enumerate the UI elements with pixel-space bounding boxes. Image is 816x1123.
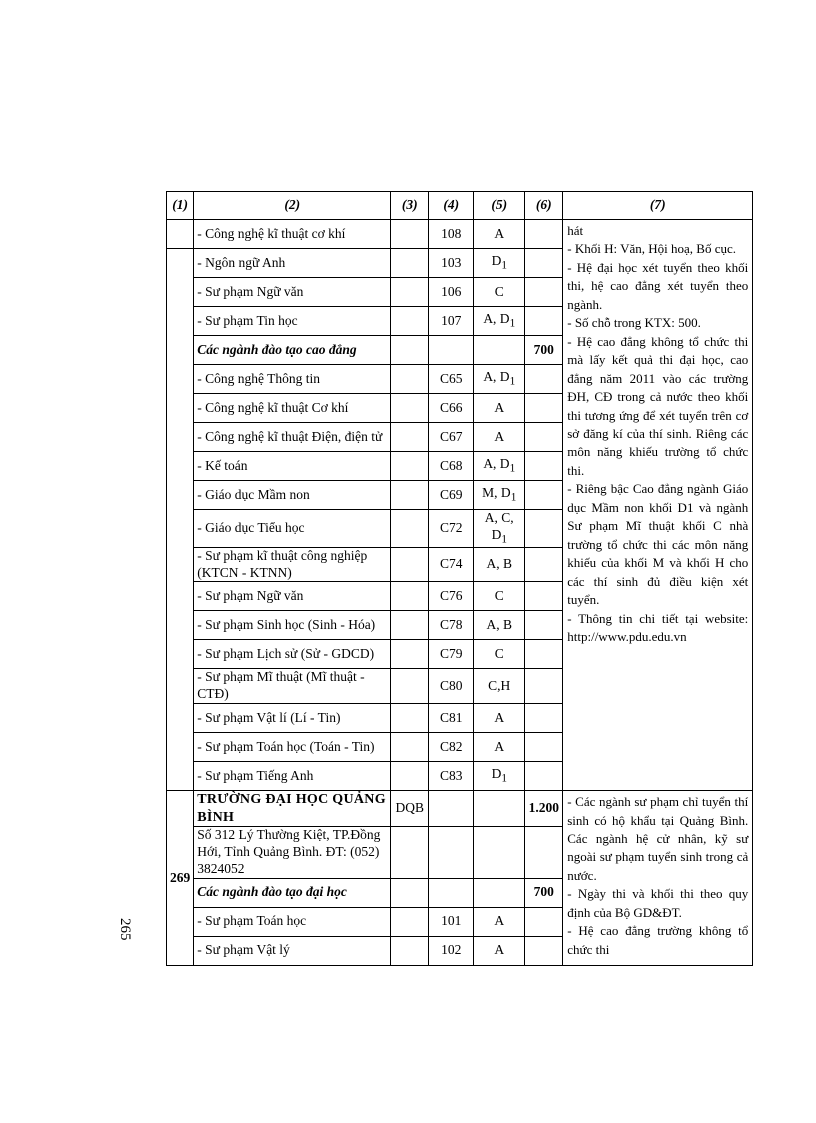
notes-cell (563, 791, 753, 966)
program-code: C65 (429, 365, 474, 394)
quota-cell (525, 582, 563, 611)
exam-block: A (474, 907, 525, 936)
school-code-cell (391, 936, 429, 965)
program-code: C66 (429, 394, 474, 423)
header-cell-4: (4) (429, 192, 474, 220)
quota-cell (525, 704, 563, 733)
empty-cell (474, 827, 525, 879)
note-paragraph: - Hệ cao đẳng không tổ chức thi mà lấy kết quả thi đại học, cao đẳng năm 2011 vào các trường ĐH, CĐ trong cả nước theo khối thi tương ứng để xét tuyển trên cơ sở đăng kí của thí sinh. Riêng các môn năng khiếu trường tổ chức thi. (567, 333, 749, 478)
quota-cell (525, 936, 563, 965)
school-code-cell (391, 423, 429, 452)
empty-cell (391, 827, 429, 879)
school-code-cell (391, 611, 429, 640)
program-code (429, 791, 474, 827)
school-code-cell (391, 704, 429, 733)
table-row (167, 220, 753, 249)
school-code-cell (391, 481, 429, 510)
empty-cell (525, 827, 563, 879)
col1-cell (167, 220, 194, 249)
quota-cell (525, 733, 563, 762)
exam-block: D (491, 766, 502, 782)
empty-cell (474, 878, 525, 907)
exam-block-cell (474, 278, 525, 307)
program-name: - Sư phạm Toán học (194, 907, 391, 936)
quota-cell (525, 452, 563, 481)
header-cell-6: (6) (525, 192, 563, 220)
program-name: - Ngôn ngữ Anh (194, 249, 391, 278)
exam-block-cell (474, 669, 525, 704)
program-code: 102 (429, 936, 474, 965)
program-name: - Sư phạm Tiếng Anh (194, 762, 391, 791)
school-code-cell (391, 249, 429, 278)
exam-block: A (494, 709, 505, 725)
school-code-cell (391, 452, 429, 481)
exam-block: A, D (483, 369, 510, 385)
program-code: 101 (429, 907, 474, 936)
school-quota: 1.200 (525, 791, 563, 827)
section-heading: Các ngành đào tạo cao đẳng (194, 336, 391, 365)
school-code-cell (391, 278, 429, 307)
exam-block: A, C, D (484, 510, 514, 542)
exam-block: A (494, 399, 505, 415)
exam-block-cell (474, 704, 525, 733)
exam-block: C,H (488, 677, 511, 693)
header-row (167, 192, 753, 220)
program-code: C72 (429, 510, 474, 548)
program-code: C83 (429, 762, 474, 791)
exam-block-cell (474, 611, 525, 640)
quota-cell (525, 365, 563, 394)
program-name: - Giáo dục Mầm non (194, 481, 391, 510)
section-heading: Các ngành đào tạo đại học (194, 878, 391, 907)
program-name: - Công nghệ kĩ thuật Cơ khí (194, 394, 391, 423)
exam-block-subscript: 1 (509, 462, 516, 475)
notes-cell (563, 220, 753, 791)
program-name: - Giáo dục Tiểu học (194, 510, 391, 548)
exam-block: A (494, 428, 505, 444)
school-code-cell (391, 365, 429, 394)
exam-block: A, B (486, 616, 512, 632)
school-code-cell (391, 669, 429, 704)
section-quota: 700 (525, 878, 563, 907)
exam-block: C (494, 645, 504, 661)
program-name: - Sư phạm Ngữ văn (194, 278, 391, 307)
note-paragraph: - Ngày thi và khối thi theo quy định của Bộ GD&ĐT. (567, 886, 749, 920)
program-code: C78 (429, 611, 474, 640)
program-code: C79 (429, 640, 474, 669)
school-code-cell (391, 510, 429, 548)
school-row (167, 791, 753, 827)
program-name: - Sư phạm Tin học (194, 307, 391, 336)
program-code: 106 (429, 278, 474, 307)
exam-block-subscript: 1 (509, 317, 516, 330)
school-code-cell (391, 307, 429, 336)
program-code: C67 (429, 423, 474, 452)
quota-cell (525, 394, 563, 423)
school-address: Số 312 Lý Thường Kiệt, TP.Đồng Hới, Tỉnh Quảng Bình. ĐT: (052) 3824052 (194, 827, 391, 879)
quota-cell (525, 307, 563, 336)
exam-block-cell (474, 481, 525, 510)
quota-cell (525, 611, 563, 640)
exam-block: A (494, 738, 505, 754)
program-code: C69 (429, 481, 474, 510)
note-paragraph: hát (567, 223, 584, 238)
program-name: - Sư phạm Sinh học (Sinh - Hóa) (194, 611, 391, 640)
school-code-cell (391, 640, 429, 669)
program-code: C80 (429, 669, 474, 704)
exam-block: A (474, 936, 525, 965)
exam-block-cell (474, 365, 525, 394)
quota-cell: 700 (525, 336, 563, 365)
exam-block: C (494, 587, 504, 603)
program-code: C74 (429, 547, 474, 582)
header-cell-5: (5) (474, 192, 525, 220)
program-code: C81 (429, 704, 474, 733)
school-code-cell (391, 733, 429, 762)
exam-block: A (494, 225, 505, 241)
program-name: - Sư phạm Vật lý (194, 936, 391, 965)
quota-cell (525, 762, 563, 791)
program-name: - Sư phạm Mĩ thuật (Mĩ thuật - CTĐ) (194, 669, 391, 704)
quota-cell (525, 669, 563, 704)
school-code-cell (391, 394, 429, 423)
exam-block-subscript: 1 (501, 772, 507, 785)
program-name: - Công nghệ Thông tin (194, 365, 391, 394)
program-code: C68 (429, 452, 474, 481)
quota-cell (525, 907, 563, 936)
note-paragraph: - Khối H: Văn, Hội hoạ, Bố cục. (567, 241, 736, 257)
quota-cell (525, 510, 563, 548)
exam-block-cell (474, 423, 525, 452)
program-code (429, 336, 474, 365)
admissions-table (166, 191, 753, 966)
exam-block-subscript: 1 (509, 375, 516, 388)
col1-cell (167, 249, 194, 791)
exam-block: M, D (482, 485, 511, 501)
note-paragraph: - Hệ cao đẳng trường không tổ chức thi (567, 923, 749, 957)
school-code-cell (391, 336, 429, 365)
note-paragraph: - Các ngành sư phạm chỉ tuyển thí sinh có hộ khẩu tại Quảng Bình. Các ngành hệ cử nhân, kỹ sư ngoài sư phạm tuyển sinh trong cả nước. (567, 794, 749, 883)
exam-block-cell (474, 394, 525, 423)
note-paragraph: - Hệ đại học xét tuyển theo khối thi, hệ cao đẳng xét tuyển theo ngành. (567, 259, 749, 312)
program-code: 107 (429, 307, 474, 336)
exam-block-subscript: 1 (501, 533, 507, 546)
note-paragraph: - Số chỗ trong KTX: 500. (567, 315, 701, 331)
note-paragraph: - Thông tin chi tiết tại website: http://www.pdu.edu.vn (567, 610, 749, 644)
exam-block: A, D (483, 311, 510, 327)
school-name: TRƯỜNG ĐẠI HỌC QUẢNG BÌNH (194, 791, 391, 827)
empty-cell (429, 827, 474, 879)
exam-block: D (491, 253, 502, 269)
program-code: 103 (429, 249, 474, 278)
header-cell-1: (1) (167, 192, 194, 220)
school-code-cell (391, 582, 429, 611)
exam-block-cell (474, 220, 525, 249)
note-paragraph: - Riêng bậc Cao đẳng ngành Giáo dục Mầm non khối D1 và ngành Sư phạm Mĩ thuật khối C nhà trường tổ chức thi các môn năng khiếu của khối M và khối H cho các thí sinh đủ điều kiện xét tuyển. (567, 481, 749, 608)
program-name: - Công nghệ kĩ thuật Điện, điện tử (194, 423, 391, 452)
school-code-cell (391, 762, 429, 791)
exam-block-cell (474, 510, 525, 548)
empty-cell (429, 878, 474, 907)
program-name: - Sư phạm Ngữ văn (194, 582, 391, 611)
header-cell-2: (2) (194, 192, 391, 220)
exam-block: A, D (483, 456, 510, 472)
school-code-cell (391, 907, 429, 936)
exam-block: A, B (486, 556, 512, 572)
quota-cell (525, 547, 563, 582)
header-cell-7: (7) (563, 192, 753, 220)
quota-cell (525, 481, 563, 510)
exam-block-cell (474, 336, 525, 365)
exam-block-cell (474, 762, 525, 791)
exam-block-cell (474, 307, 525, 336)
exam-block-cell (474, 582, 525, 611)
page-number: 265 (117, 918, 133, 941)
quota-cell (525, 640, 563, 669)
school-code: DQB (391, 791, 429, 827)
program-code: C76 (429, 582, 474, 611)
empty-cell (391, 878, 429, 907)
quota-cell (525, 249, 563, 278)
school-code-cell (391, 547, 429, 582)
program-name: - Sư phạm Vật lí (Lí - Tin) (194, 704, 391, 733)
quota-cell (525, 423, 563, 452)
exam-block-cell (474, 547, 525, 582)
header-cell-3: (3) (391, 192, 429, 220)
school-code-cell (391, 220, 429, 249)
exam-block-cell (474, 249, 525, 278)
school-number: 269 (167, 791, 194, 966)
program-code: C82 (429, 733, 474, 762)
quota-cell (525, 278, 563, 307)
exam-block-cell (474, 452, 525, 481)
quota-cell (525, 220, 563, 249)
exam-block-subscript: 1 (510, 491, 517, 504)
program-name: - Sư phạm Toán học (Toán - Tin) (194, 733, 391, 762)
exam-block: C (494, 283, 504, 299)
exam-block-subscript: 1 (501, 259, 507, 272)
exam-block-cell (474, 791, 525, 827)
exam-block-cell (474, 640, 525, 669)
program-name: - Kế toán (194, 452, 391, 481)
program-name: - Công nghệ kĩ thuật cơ khí (194, 220, 391, 249)
program-code: 108 (429, 220, 474, 249)
program-name: - Sư phạm kĩ thuật công nghiệp (KTCN - KTNN) (194, 547, 391, 582)
exam-block-cell (474, 733, 525, 762)
program-name: - Sư phạm Lịch sử (Sử - GDCD) (194, 640, 391, 669)
